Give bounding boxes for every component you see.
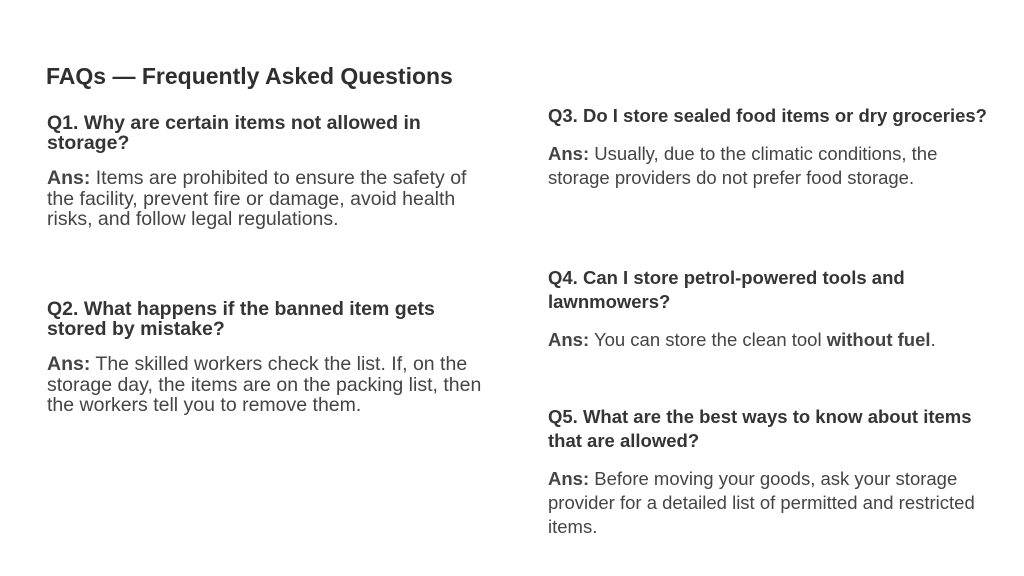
faq-answer-1 (47, 168, 487, 230)
faq-item-1 (47, 113, 487, 230)
faq-answer-text-2: The skilled workers check the list. If, on the storage day, the items are on the packing list, then the workers tell you to remove them. (47, 353, 482, 416)
faq-answer-text-5: Before moving your goods, ask your storage provider for a detailed list of permitted and restricted items. (548, 468, 975, 537)
faq-answer-end-4: . (930, 329, 936, 350)
faq-question-5: Q5. What are the best ways to know about items that are allowed? (548, 406, 972, 451)
page-title: FAQs — Frequently Asked Questions (46, 63, 453, 89)
faq-answer-2 (47, 354, 487, 416)
faq-item-3 (548, 104, 988, 190)
faq-answer-text-1: Items are prohibited to ensure the safety of the facility, prevent fire or damage, avoid health risks, and follow legal regulations. (47, 167, 467, 230)
faq-question-2: Q2. What happens if the banned item gets stored by mistake? (47, 298, 435, 340)
faq-question-1: Q1. Why are certain items not allowed in storage? (47, 112, 421, 154)
faq-item-4 (548, 266, 988, 352)
faq-item-2 (47, 299, 487, 416)
answer-label: Ans: (47, 167, 91, 189)
answer-label: Ans: (47, 353, 91, 375)
faq-answer-emphasis-4: without fuel (826, 329, 931, 350)
faq-answer-5 (548, 467, 988, 539)
answer-label: Ans: (548, 468, 590, 489)
faq-answer-text-3: Usually, due to the climatic conditions, the storage providers do not prefer food storage. (548, 143, 938, 188)
faq-question-4: Q4. Can I store petrol-powered tools and lawnmowers? (548, 267, 905, 312)
faq-question-3: Q3. Do I store sealed food items or dry groceries? (548, 105, 987, 126)
answer-label: Ans: (548, 329, 590, 350)
answer-label: Ans: (548, 143, 590, 164)
faq-answer-3 (548, 142, 988, 190)
faq-item-5 (548, 405, 988, 539)
faq-answer-text-4: You can store the clean tool (593, 329, 822, 350)
faq-answer-4 (548, 328, 988, 352)
